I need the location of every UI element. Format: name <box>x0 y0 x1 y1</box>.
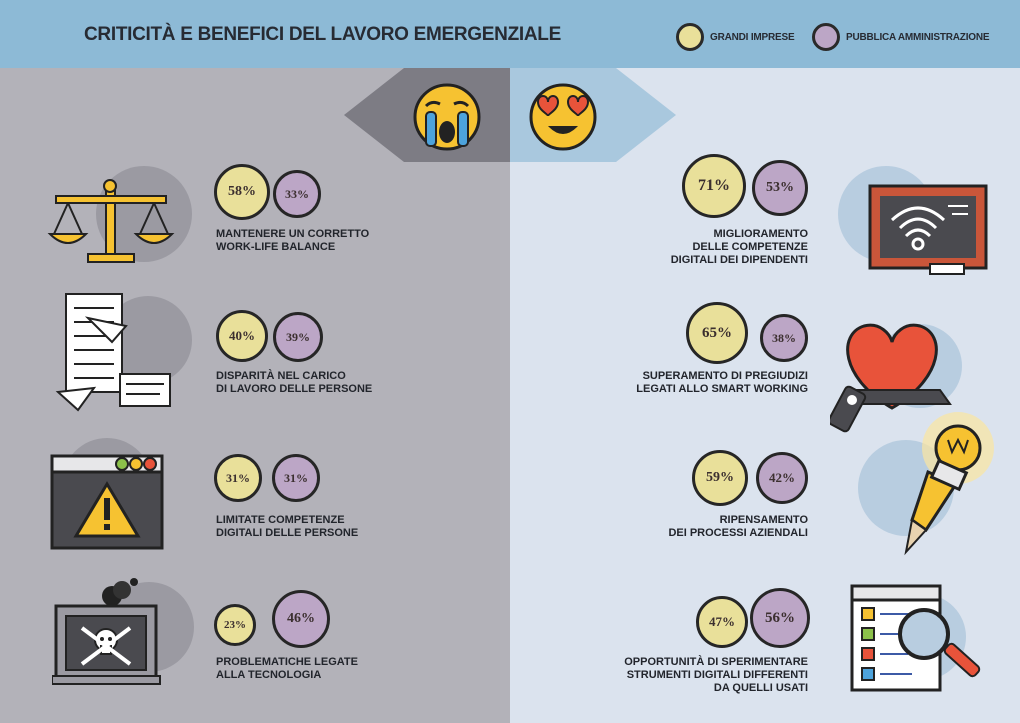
criticita-1-grandi-imprese-bubble: 58% <box>214 164 270 220</box>
heart-eyes-face-icon <box>528 82 598 152</box>
criticita-2-label-line2: DI LAVORO DELLE PERSONE <box>216 383 373 395</box>
beneficio-3-pa-bubble: 42% <box>756 452 808 504</box>
magnifier-doc-icon <box>850 584 992 694</box>
beneficio-4-grandi-imprese-bubble: 47% <box>696 596 748 648</box>
beneficio-4-label-line2: STRUMENTI DIGITALI DIFFERENTI <box>626 669 808 681</box>
criticita-4-label-line1: PROBLEMATICHE LEGATE <box>216 656 358 668</box>
beneficio-2-label-line2: LEGATI ALLO SMART WORKING <box>636 383 808 395</box>
criticita-2-label <box>216 370 372 396</box>
beneficio-1-grandi-imprese-bubble: 71% <box>682 154 746 218</box>
criticita-1-label-line2: WORK-LIFE BALANCE <box>216 241 336 253</box>
legend-label-grandi-imprese: GRANDI IMPRESE <box>710 32 795 43</box>
beneficio-2-pa-bubble: 38% <box>760 314 808 362</box>
criticita-2-grandi-imprese-bubble: 40% <box>216 310 268 362</box>
beneficio-4-label <box>624 656 808 695</box>
broken-laptop-icon <box>52 576 162 688</box>
criticita-3-label <box>216 514 358 540</box>
criticita-2-pa-bubble: 39% <box>273 312 323 362</box>
criticita-3-pa-bubble: 31% <box>272 454 320 502</box>
criticita-4-pa-bubble: 46% <box>272 590 330 648</box>
beneficio-1-label-line1: MIGLIORAMENTO <box>713 228 808 240</box>
criticita-3-label-line2: DIGITALI DELLE PERSONE <box>216 527 359 539</box>
beneficio-2-grandi-imprese-bubble: 65% <box>686 302 748 364</box>
criticita-3-grandi-imprese-bubble: 31% <box>214 454 262 502</box>
beneficio-4-pa-bubble: 56% <box>750 588 810 648</box>
crying-face-icon <box>412 82 482 152</box>
criticita-2-label-line1: DISPARITÀ NEL CARICO <box>216 370 346 382</box>
beneficio-2-label <box>636 370 808 396</box>
criticita-4-grandi-imprese-bubble: 23% <box>214 604 256 646</box>
beneficio-3-label <box>668 514 808 540</box>
page-title: CRITICITÀ E BENEFICI DEL LAVORO EMERGENZIALE <box>84 24 561 45</box>
documents-icon <box>48 290 176 418</box>
beneficio-1-label-line2: DELLE COMPETENZE <box>692 241 808 253</box>
faces-banner <box>344 68 676 162</box>
scales-icon <box>46 178 176 266</box>
beneficio-4-label-line3: DA QUELLI USATI <box>713 682 808 694</box>
legend-swatch-grandi-imprese <box>676 23 704 51</box>
beneficio-3-label-line1: RIPENSAMENTO <box>719 514 808 526</box>
beneficio-1-pa-bubble: 53% <box>752 160 808 216</box>
header-bar <box>0 0 1020 68</box>
beneficio-1-label <box>671 228 808 267</box>
lightbulb-pencil-icon <box>898 410 1000 556</box>
criticita-4-label-line2: ALLA TECNOLOGIA <box>216 669 322 681</box>
wifi-board-icon <box>868 184 990 276</box>
beneficio-4-label-line1: OPPORTUNITÀ DI SPERIMENTARE <box>624 656 808 668</box>
beneficio-3-grandi-imprese-bubble: 59% <box>692 450 748 506</box>
beneficio-2-label-line1: SUPERAMENTO DI PREGIUDIZI <box>642 370 808 382</box>
criticita-4-label <box>216 656 358 682</box>
beneficio-1-label-line3: DIGITALI DEI DIPENDENTI <box>670 254 808 266</box>
criticita-1-label-line1: MANTENERE UN CORRETTO <box>216 228 370 240</box>
warning-window-icon <box>50 450 164 552</box>
criticita-3-label-line1: LIMITATE COMPETENZE <box>216 514 345 526</box>
legend-label-pubblica-amministrazione: PUBBLICA AMMINISTRAZIONE <box>846 32 990 43</box>
criticita-1-pa-bubble: 33% <box>273 170 321 218</box>
criticita-1-label <box>216 228 369 254</box>
beneficio-3-label-line2: DEI PROCESSI AZIENDALI <box>668 527 808 539</box>
legend-swatch-pubblica-amministrazione <box>812 23 840 51</box>
